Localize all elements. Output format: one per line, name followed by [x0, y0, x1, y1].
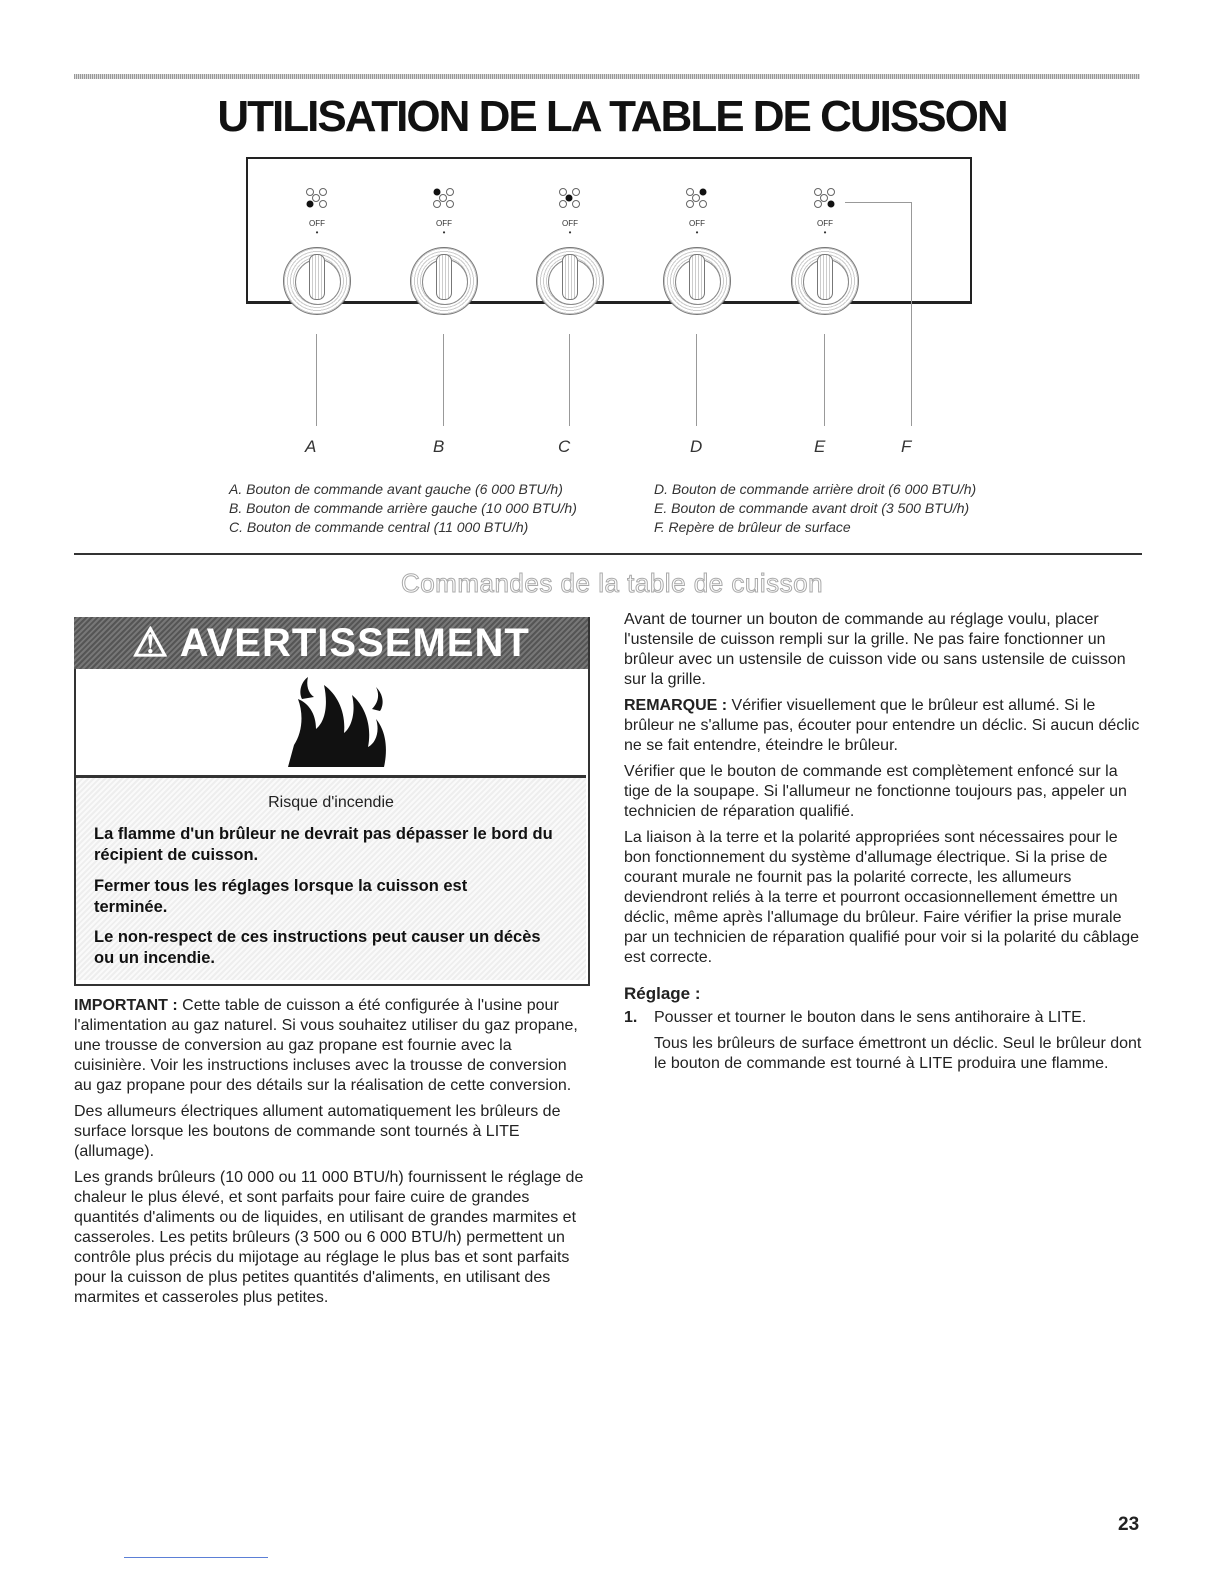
warning-header — [74, 617, 588, 669]
leader-line — [569, 334, 570, 426]
right-column — [624, 610, 1142, 1074]
knob-b: OFF • — [399, 186, 489, 315]
label-d: D — [690, 437, 703, 456]
remarque-label: REMARQUE : — [624, 697, 728, 714]
important-paragraph: IMPORTANT : Cette table de cuisson a été configurée à l'usine pour l'alimentation au gaz naturel. Si vous souhaitez utiliser du gaz propane, une trousse de conversion au gaz propane est fournie avec la cuisinière. Voir les instructions incluses avec la trousse de conversion au gaz propane pour des détails sur la réalisation de cette conversion. — [74, 997, 578, 1094]
leader-line — [316, 334, 317, 426]
knob-d: OFF • — [652, 186, 742, 315]
left-column — [74, 996, 588, 1308]
warning-risk: Risque d'incendie — [268, 794, 394, 811]
burner-position-icon — [677, 186, 717, 214]
legend-item: C. Bouton de commande central (11 000 BTU/h) — [229, 519, 529, 535]
top-rule — [74, 74, 1140, 79]
label-c: C — [558, 437, 571, 456]
leader-line — [824, 334, 825, 426]
legend-item: E. Bouton de commande avant droit (3 500 BTU/h) — [654, 500, 970, 516]
section-divider — [74, 553, 1142, 555]
step-text: Pousser et tourner le bouton dans le sens antihoraire à LITE. — [654, 1009, 1087, 1026]
knob-dial — [536, 247, 604, 315]
paragraph: Avant de tourner un bouton de commande au réglage voulu, placer l'ustensile de cuisson rempli sur la grille. Ne pas faire fonctionner un brûleur avec un ustensile de cuisson vide ou sans ustensile de cuisson sur la grille. — [624, 611, 1126, 688]
legend-left — [229, 480, 649, 537]
burner-position-icon — [424, 186, 464, 214]
legend-right — [654, 480, 1054, 537]
step-detail: Tous les brûleurs de surface émettront un déclic. Seul le brûleur dont le bouton de commande est tourné à LITE produira une flamme. — [654, 1035, 1142, 1072]
paragraph: La liaison à la terre et la polarité appropriées sont nécessaires pour le bon fonctionnement du système d'allumage électrique. Si la prise de courant murale ne fournit pas la polarité correcte, les allumeurs deviendront reliés à la terre et pourront occasionnellement émettre un déclic, même après l'allumage du brûleur. Faire vérifier la prise murale par un technicien de réparation qualifié pour voir si la polarité du câblage est correcte. — [624, 829, 1139, 966]
leader-line — [443, 334, 444, 426]
warning-header-text: AVERTISSEMENT — [179, 621, 530, 665]
important-label: IMPORTANT : — [74, 997, 178, 1014]
burner-position-icon — [550, 186, 590, 214]
off-label: OFF — [689, 219, 705, 228]
knob-dial — [283, 247, 351, 315]
label-a: A — [305, 437, 317, 456]
fire-icon — [76, 669, 586, 775]
warning-pictogram-area — [76, 669, 586, 778]
label-b: B — [433, 437, 445, 456]
paragraph: Des allumeurs électriques allument automatiquement les brûleurs de surface lorsque les boutons de commande sont tournés à LITE (allumage). — [74, 1103, 561, 1160]
burner-position-icon — [297, 186, 337, 214]
leader-line — [696, 334, 697, 426]
warning-line: Le non-respect de ces instructions peut causer un décès ou un incendie. — [94, 928, 541, 967]
warning-line: Fermer tous les réglages lorsque la cuisson est terminée. — [94, 877, 468, 916]
off-label: OFF — [562, 219, 578, 228]
step-item — [624, 1008, 1142, 1074]
knob-c: OFF • — [525, 186, 615, 315]
off-label: OFF — [309, 219, 325, 228]
off-label: OFF — [436, 219, 452, 228]
remarque-paragraph: REMARQUE : Vérifier visuellement que le brûleur est allumé. Si le brûleur ne s'allume pas, écouter pour entendre un déclic. Si aucun déclic ne se fait entendre, éteindre le brûleur. — [624, 697, 1140, 754]
page-number: 23 — [1118, 1514, 1140, 1535]
paragraph: Les grands brûleurs (10 000 ou 11 000 BTU/h) fournissent le réglage de chaleur le plus élevé, et sont parfaits pour faire cuire de grandes quantités d'aliments ou de liquides, en utilisant de grandes marmites et casseroles. Les petits brûleurs (3 500 ou 6 000 BTU/h) permettent un contrôle plus précis du mijotage au réglage le plus bas et sont parfaits pour la cuisson de plus petites quantités d'aliments, en utilisant des marmites et casseroles plus petites. — [74, 1169, 584, 1306]
footer-rule — [124, 1557, 268, 1558]
page-title: UTILISATION DE LA TABLE DE CUISSON — [217, 92, 1007, 141]
legend-item: A. Bouton de commande avant gauche (6 000 BTU/h) — [229, 481, 563, 497]
knob-e: OFF • — [780, 186, 870, 315]
warning-line: La flamme d'un brûleur ne devrait pas dépasser le bord du récipient de cuisson. — [94, 825, 553, 864]
step-number: 1. — [624, 1009, 638, 1026]
warning-triangle-icon: ⚠ — [132, 621, 170, 665]
label-f: F — [901, 437, 912, 456]
off-label: OFF — [817, 219, 833, 228]
label-e: E — [814, 437, 826, 456]
reglage-heading: Réglage : — [624, 984, 701, 1003]
legend-item: D. Bouton de commande arrière droit (6 000 BTU/h) — [654, 481, 977, 497]
leader-line — [911, 202, 912, 426]
paragraph: Vérifier que le bouton de commande est complètement enfoncé sur la tige de la soupape. Si l'allumeur ne fonctionne toujours pas, appeler un technicien de réparation qualifié. — [624, 763, 1127, 820]
knob-dial — [410, 247, 478, 315]
legend-item: F. Repère de brûleur de surface — [654, 519, 851, 535]
knob-dial — [791, 247, 859, 315]
burner-position-icon — [805, 186, 845, 214]
leader-line — [845, 202, 911, 203]
section-title: Commandes de la table de cuisson — [400, 568, 824, 598]
knob-a: OFF • — [272, 186, 362, 315]
knob-dial — [663, 247, 731, 315]
legend-item: B. Bouton de commande arrière gauche (10 000 BTU/h) — [229, 500, 577, 516]
